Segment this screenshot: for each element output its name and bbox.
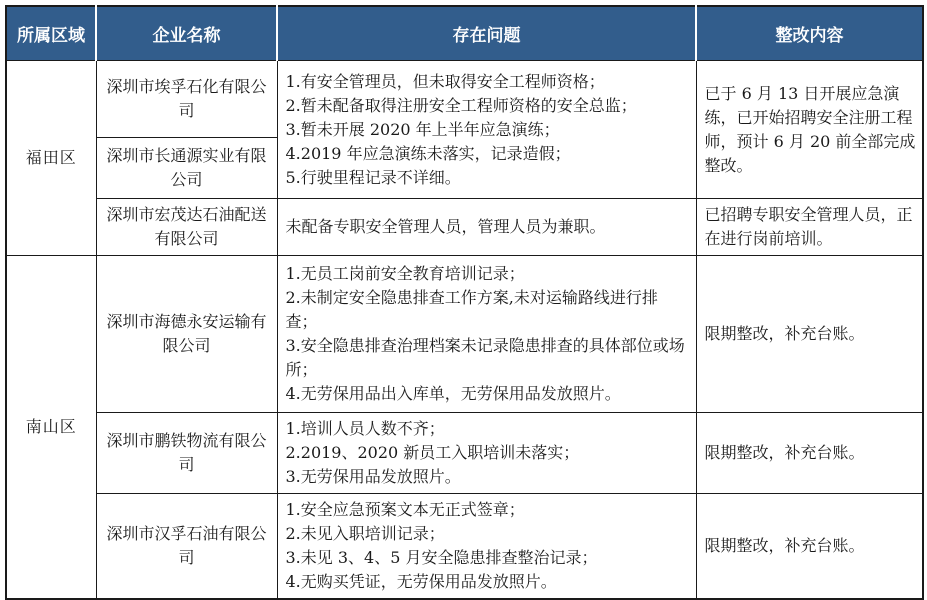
region-cell-nanshan: 南山区 [6, 256, 96, 600]
rectification-cell: 限期整改，补充台账。 [696, 413, 923, 494]
problem-line: 1.有安全管理员，但未取得安全工程师资格； [285, 71, 605, 91]
rectification-cell: 限期整改，补充台账。 [696, 256, 923, 413]
company-cell: 深圳市埃孚石化有限公司 [96, 61, 277, 138]
problem-line: 4.无购买凭证，无劳保用品发放照片。 [285, 572, 557, 591]
company-cell: 深圳市鹏铁物流有限公司 [96, 413, 277, 494]
problem-line: 2.未制定安全隐患排查工作方案,未对运输路线进行排查； [285, 288, 658, 331]
region-cell-futian: 福田区 [6, 61, 96, 256]
problems-cell [277, 256, 696, 413]
problem-line: 1.安全应急预案文本无正式签章； [285, 500, 525, 519]
problem-line: 3.未见 3、4、5 月安全隐患排查整治记录； [285, 548, 598, 567]
header-region: 所属区域 [6, 6, 96, 61]
problem-line: 3.无劳保用品发放照片。 [285, 467, 461, 486]
problem-line: 3.暂未开展 2020 年上半年应急演练； [285, 119, 560, 139]
rectification-cell: 已于 6 月 13 日开展应急演练，已开始招聘安全注册工程师，预计 6 月 20 前全部完成整改。 [696, 61, 923, 199]
header-problems: 存在问题 [277, 6, 696, 61]
problems-cell [277, 494, 696, 600]
table-row [6, 199, 923, 256]
problem-line: 3.安全隐患排查治理档案未记录隐患排查的具体部位或场所； [285, 336, 685, 379]
header-rectification: 整改内容 [696, 6, 923, 61]
company-cell: 深圳市海德永安运输有限公司 [96, 256, 277, 413]
company-cell: 深圳市长通源实业有限公司 [96, 138, 277, 199]
inspection-table [5, 5, 924, 600]
table-row [6, 61, 923, 138]
problems-cell [277, 61, 696, 199]
problem-line: 2.2019、2020 新员工入职培训未落实； [285, 443, 580, 462]
header-company: 企业名称 [96, 6, 277, 61]
rectification-cell: 已招聘专职安全管理人员，正在进行岗前培训。 [696, 199, 923, 256]
table-row [6, 256, 923, 413]
rectification-cell: 限期整改，补充台账。 [696, 494, 923, 600]
company-cell: 深圳市汉孚石油有限公司 [96, 494, 277, 600]
table-header-row [6, 6, 923, 61]
problems-cell [277, 413, 696, 494]
problem-line: 4.2019 年应急演练未落实，记录造假； [285, 143, 571, 163]
problems-cell: 未配备专职安全管理人员，管理人员为兼职。 [277, 199, 696, 256]
problem-line: 1.无员工岗前安全教育培训记录； [285, 264, 525, 283]
problem-line: 2.暂未配备取得注册安全工程师资格的安全总监； [285, 95, 637, 115]
problem-line: 4.无劳保用品出入库单，无劳保用品发放照片。 [285, 384, 621, 403]
table-row [6, 413, 923, 494]
problem-line: 5.行驶里程记录不详细。 [285, 167, 461, 187]
company-cell: 深圳市宏茂达石油配送有限公司 [96, 199, 277, 256]
table-row [6, 494, 923, 600]
problem-line: 2.未见入职培训记录； [285, 524, 445, 543]
problem-line: 1.培训人员人数不齐； [285, 419, 445, 438]
